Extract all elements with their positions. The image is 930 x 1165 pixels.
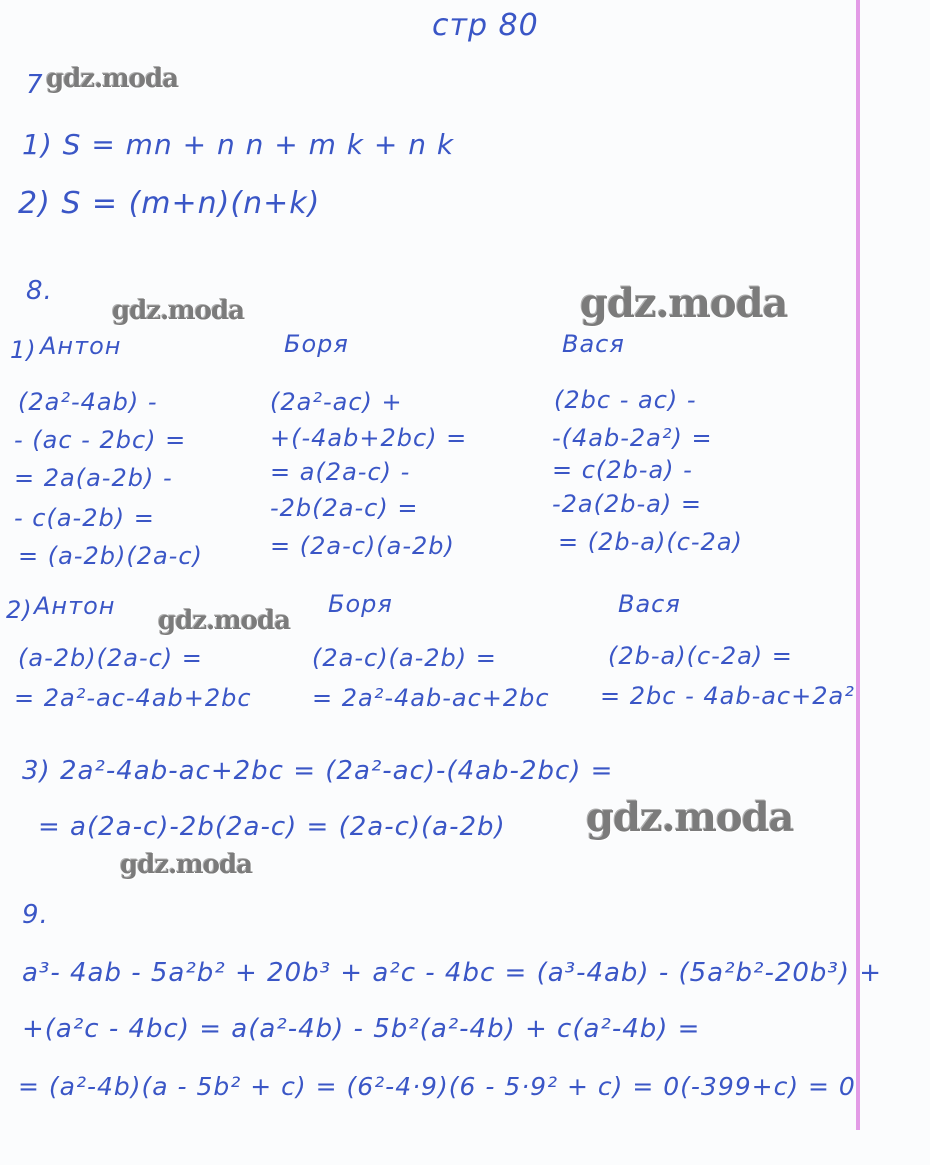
part-1-anton-line: (2a²-4ab) - [18, 388, 158, 416]
part-1-vasya-line: (2bc - ac) - [554, 386, 697, 414]
part-2-borya-name: Боря [328, 590, 393, 618]
part-1-vasya-line: = (2b-a)(c-2a) [558, 528, 743, 556]
problem-7-line-2: 2) S = (m+n)(n+k) [18, 186, 321, 221]
part-1-anton-line: - (ac - 2bc) = [14, 426, 187, 454]
part-1-borya-line: +(-4ab+2bc) = [270, 424, 468, 452]
part-1-borya-line: (2a²-ac) + [270, 388, 403, 416]
part-1-borya-name: Боря [284, 330, 349, 358]
part-2-borya-line: (2a-c)(a-2b) = [312, 644, 497, 672]
part-2-borya-line: = 2a²-4ab-ac+2bc [312, 684, 550, 712]
part-3-line-2: = a(2a-c)-2b(2a-c) = (2a-c)(a-2b) [38, 812, 506, 842]
part-2-label: 2) [6, 596, 33, 624]
part-1-vasya-name: Вася [562, 330, 625, 358]
part-1-anton-line: - c(a-2b) = [14, 504, 155, 532]
problem-8-number: 8. [26, 276, 53, 306]
problem-9-line-3: = (a²-4b)(a - 5b² + c) = (6²-4·9)(6 - 5·9² + c) = 0(-399+c) = 0 [18, 1072, 856, 1101]
part-1-borya-line: = a(2a-c) - [270, 458, 411, 486]
watermark: gdz.moda [580, 280, 788, 327]
problem-9-line-1: a³- 4ab - 5a²b² + 20b³ + a²c - 4bc = (a³-4ab) - (5a²b²-20b³) + [22, 958, 883, 988]
part-1-anton-line: = 2a(a-2b) - [14, 464, 173, 492]
part-1-vasya-line: -2a(2b-a) = [552, 490, 702, 518]
part-2-vasya-line: = 2bc - 4ab-ac+2a² [600, 682, 855, 710]
watermark: gdz.moda [46, 64, 179, 94]
watermark: gdz.moda [112, 296, 245, 326]
problem-9-number: 9. [22, 900, 49, 930]
problem-7-number: 7 [26, 70, 44, 100]
part-1-borya-line: = (2a-c)(a-2b) [270, 532, 455, 560]
part-1-vasya-line: = c(2b-a) - [552, 456, 693, 484]
watermark: gdz.moda [586, 794, 794, 841]
page-header: стр 80 [432, 8, 539, 43]
part-2-anton-name: Антон [34, 592, 116, 620]
part-2-vasya-name: Вася [618, 590, 681, 618]
part-2-vasya-line: (2b-a)(c-2a) = [608, 642, 793, 670]
problem-7-line-1: 1) S = mn + n n + m k + n k [22, 128, 455, 161]
watermark: gdz.moda [158, 606, 291, 636]
part-2-anton-line: = 2a²-ac-4ab+2bc [14, 684, 252, 712]
problem-9-line-2: +(a²c - 4bc) = a(a²-4b) - 5b²(a²-4b) + c(a²-4b) = [22, 1014, 701, 1044]
part-1-anton-name: Антон [40, 332, 122, 360]
part-2-anton-line: (a-2b)(2a-c) = [18, 644, 203, 672]
part-3-line-1: 3) 2a²-4ab-ac+2bc = (2a²-ac)-(4ab-2bc) = [22, 756, 614, 786]
part-1-label: 1) [10, 336, 37, 364]
part-1-borya-line: -2b(2a-c) = [270, 494, 419, 522]
watermark: gdz.moda [120, 850, 253, 880]
part-1-vasya-line: -(4ab-2a²) = [552, 424, 713, 452]
part-1-anton-line: = (a-2b)(2a-c) [18, 542, 203, 570]
